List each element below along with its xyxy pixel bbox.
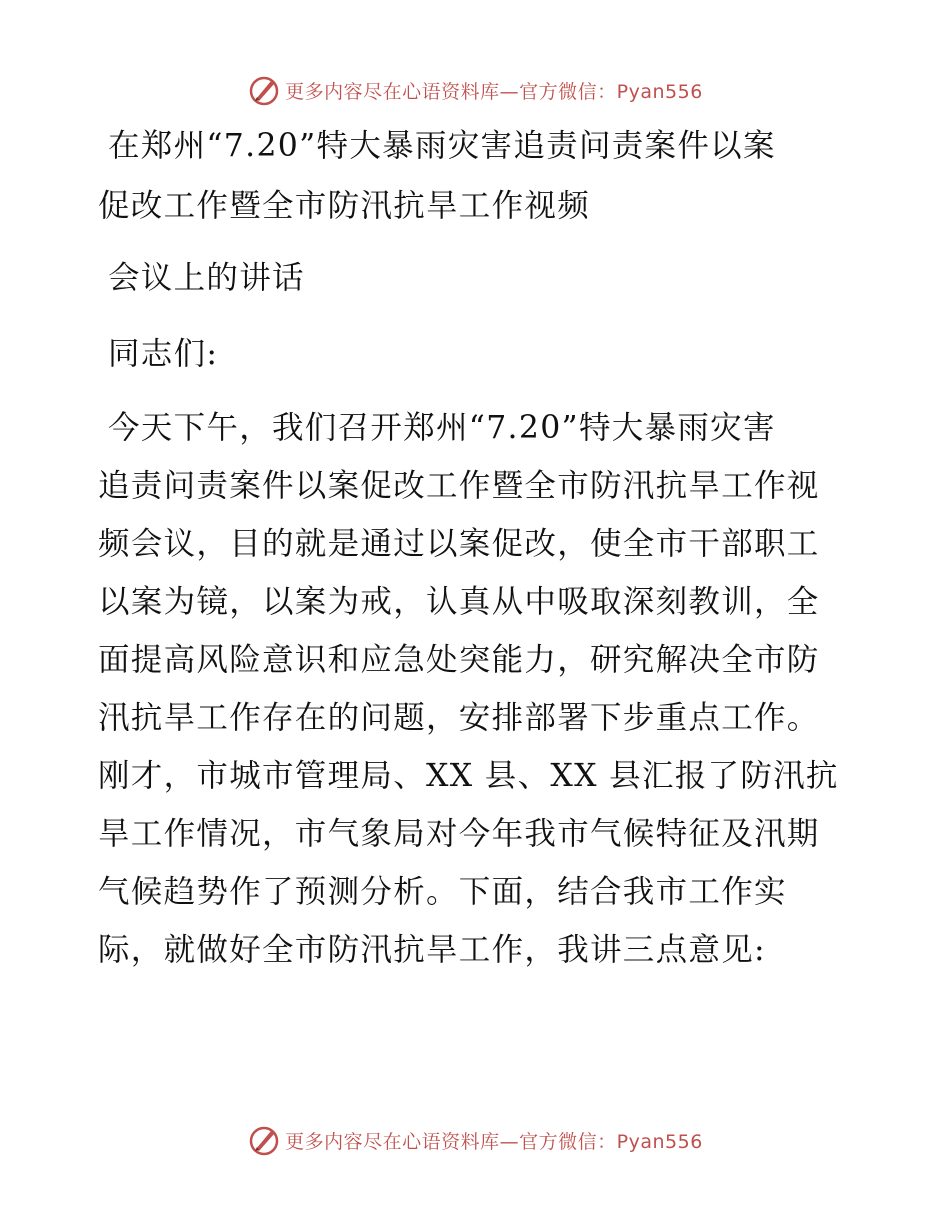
salutation: 同志们: xyxy=(108,336,219,372)
header-watermark-text: 更多内容尽在心语资料库—官方微信：Pyan556 xyxy=(285,80,703,103)
quill-pen-logo-icon xyxy=(247,73,281,107)
quill-pen-logo-icon xyxy=(247,1123,281,1157)
body-line: 汛抗旱工作存在的问题，安排部署下步重点工作。 xyxy=(98,700,820,736)
title-line-1: 在郑州“7.20”特大暴雨灾害追责问责案件以案 xyxy=(108,128,776,164)
subtitle: 会议上的讲话 xyxy=(108,260,305,296)
header-watermark-banner xyxy=(0,70,950,110)
body-line: 追责问责案件以案促改工作暨全市防汛抗旱工作视 xyxy=(98,468,820,504)
body-line: 际，就做好全市防汛抗旱工作，我讲三点意见: xyxy=(98,932,766,968)
body-line: 面提高风险意识和应急处突能力，研究解决全市防 xyxy=(98,642,820,678)
body-line: 旱工作情况，市气象局对今年我市气候特征及汛期 xyxy=(98,816,820,852)
body-line: 刚才，市城市管理局、XX 县、XX 县汇报了防汛抗 xyxy=(98,758,839,794)
body-line: 频会议，目的就是通过以案促改，使全市干部职工 xyxy=(98,526,820,562)
body-line: 以案为镜，以案为戒，认真从中吸取深刻教训，全 xyxy=(98,584,820,620)
footer-watermark-banner xyxy=(0,1120,950,1160)
body-line: 气候趋势作了预测分析。下面，结合我市工作实 xyxy=(98,874,787,910)
body-line: 今天下午，我们召开郑州“7.20”特大暴雨灾害 xyxy=(108,410,776,446)
footer-watermark-text: 更多内容尽在心语资料库—官方微信：Pyan556 xyxy=(285,1130,703,1153)
title-line-2: 促改工作暨全市防汛抗旱工作视频 xyxy=(98,188,591,224)
